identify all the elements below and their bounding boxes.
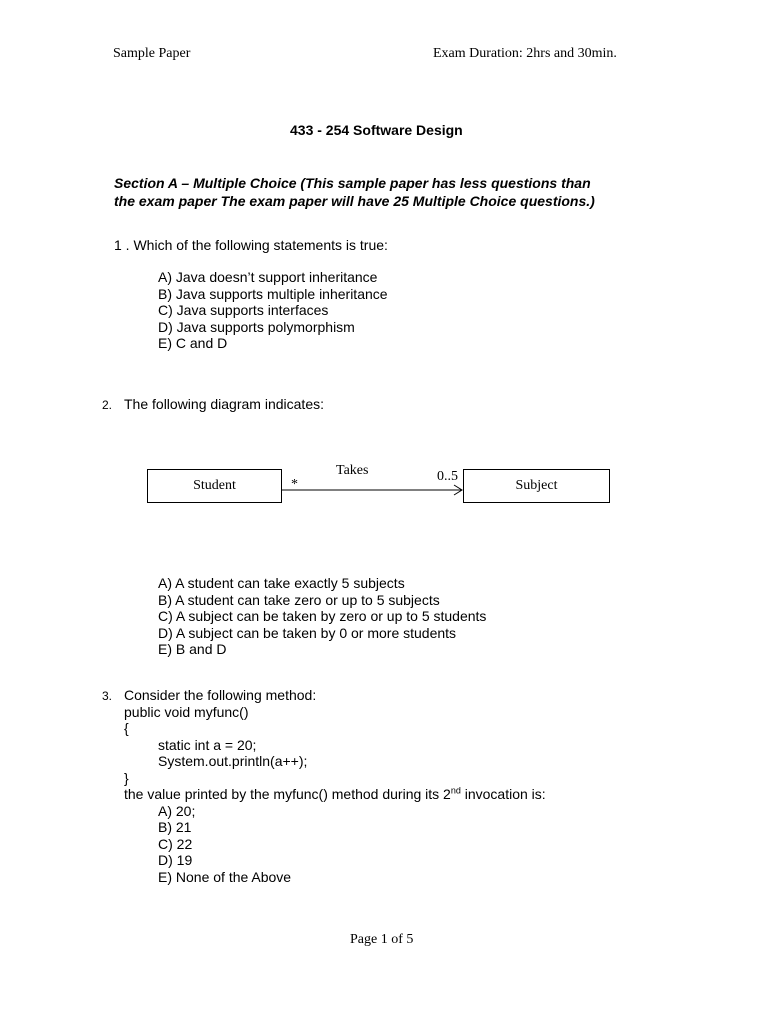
option-2d: D) A subject can be taken by 0 or more students [158, 624, 457, 641]
class-name-subject: Subject [515, 478, 558, 493]
question-3-options [124, 803, 546, 886]
option-3d: D) 19 [158, 852, 193, 868]
code-line-3: static int a = 20; [158, 736, 257, 753]
question-2-text: The following diagram indicates: [124, 396, 324, 412]
question-3-prompt-before: the value printed by the myfunc() method during its 2 [124, 786, 451, 802]
option-2e: E) B and D [158, 641, 227, 657]
question-1-text: Which of the following statements is true: [133, 237, 388, 253]
code-line-1: public void myfunc() [124, 703, 249, 720]
code-line-4: System.out.println(a++); [158, 753, 308, 769]
question-3-number: 3. [102, 689, 113, 703]
question-2-options [158, 575, 486, 658]
multiplicity-student-side: * [291, 477, 298, 492]
header-right: Exam Duration: 2hrs and 30min. [433, 46, 617, 61]
question-1-number: 1 . [114, 237, 130, 253]
header-left: Sample Paper [113, 46, 191, 61]
code-line-2: { [124, 720, 129, 736]
option-2c: C) A subject can be taken by zero or up to 5 students [158, 608, 487, 624]
option-3e: E) None of the Above [158, 868, 292, 885]
code-line-5: } [124, 769, 129, 786]
option-1b: B) Java supports multiple inheritance [158, 285, 388, 302]
option-2b: B) A student can take zero or up to 5 subjects [158, 591, 440, 608]
option-1a: A) Java doesn’t support inheritance [158, 269, 378, 285]
class-box-subject [463, 469, 610, 503]
question-3-prompt-sup: nd [450, 785, 461, 796]
section-heading-line-2: the exam paper The exam paper will have 25 Multiple Choice questions.) [114, 193, 595, 209]
question-1-options [158, 269, 388, 352]
association-label: Takes [336, 463, 369, 478]
option-1d: D) Java supports polymorphism [158, 318, 355, 335]
section-heading [114, 174, 595, 210]
option-3b: B) 21 [158, 819, 192, 835]
question-3-body [124, 687, 546, 885]
page-footer: Page 1 of 5 [350, 932, 414, 947]
class-box-student [147, 469, 282, 503]
question-1 [114, 237, 388, 253]
option-1e: E) C and D [158, 335, 228, 351]
option-3c: C) 22 [158, 835, 193, 852]
question-3-prompt [124, 786, 546, 803]
option-3a: A) 20; [158, 802, 196, 819]
option-2a: A) A student can take exactly 5 subjects [158, 575, 405, 591]
multiplicity-subject-side: 0..5 [437, 469, 458, 484]
option-1c: C) Java supports interfaces [158, 302, 329, 318]
question-3-text: Consider the following method: [124, 687, 317, 703]
question-3-prompt-after: invocation is: [460, 786, 546, 802]
question-2-number: 2. [102, 398, 113, 412]
page-title: 433 - 254 Software Design [290, 122, 463, 138]
section-heading-line-1: Section A – Multiple Choice (This sample paper has less questions than [114, 175, 591, 191]
class-name-student: Student [193, 478, 236, 493]
